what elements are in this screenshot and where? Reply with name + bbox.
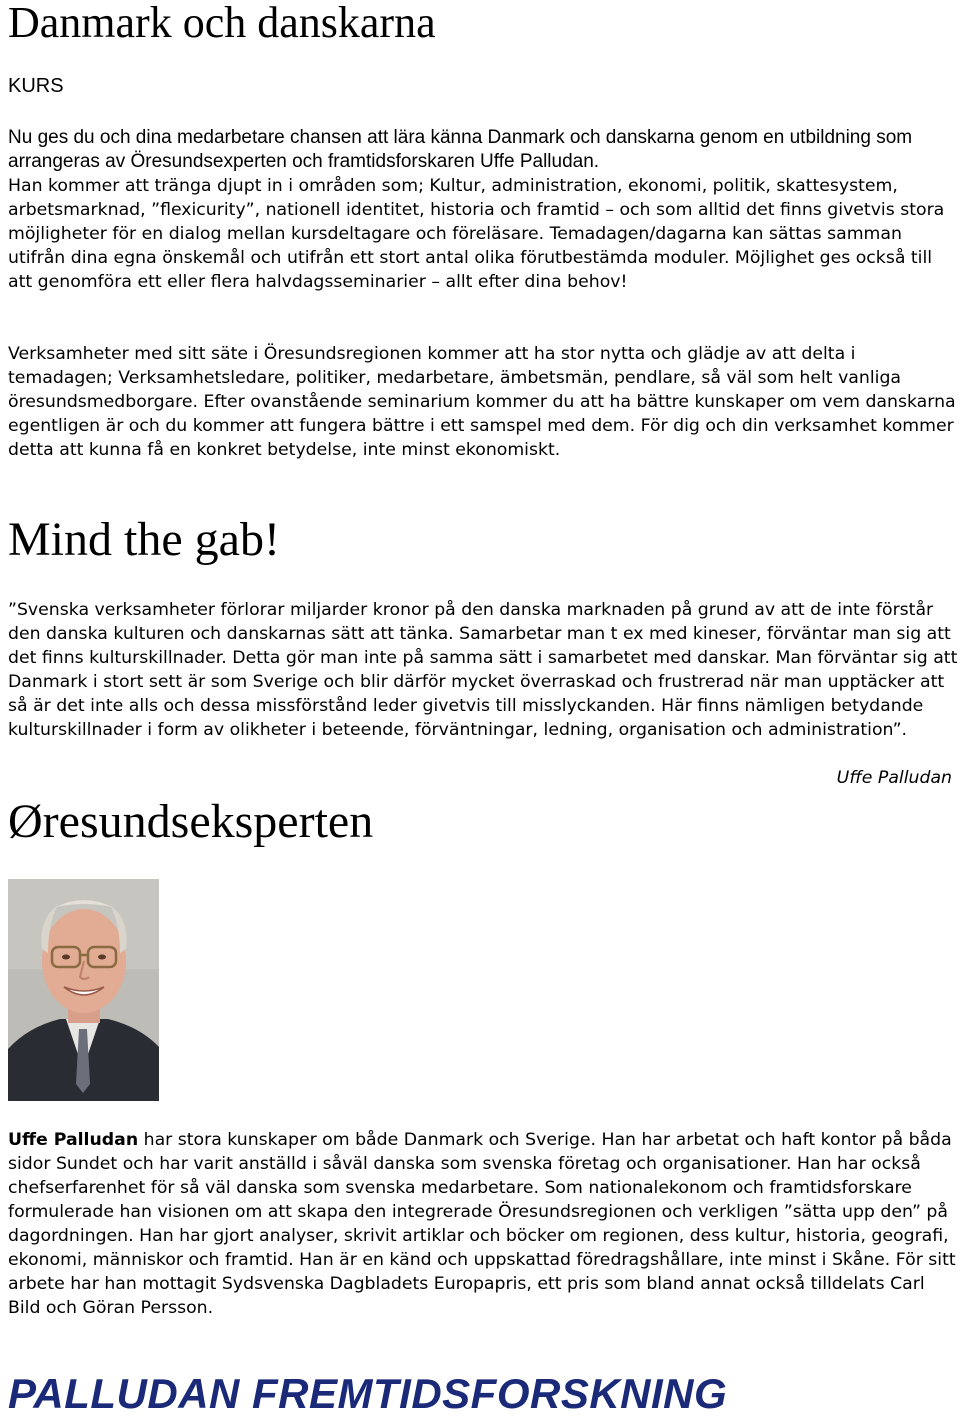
bio-paragraph (8, 1128, 956, 1320)
portrait-photo (8, 879, 159, 1101)
bio-name: Uffe Palludan (8, 1130, 139, 1150)
mind-the-gap-heading: Mind the gab! (8, 513, 280, 566)
audience-paragraph: Verksamheter med sitt säte i Öresundsregionen kommer att ha stor nytta och glädje av att delta i temadagen; Verksamhetsledare, politiker, medarbetare, ämbetsmän, pendlare, så väl som helt vanliga öresundsmedborgare. Efter ovanstående seminarium kommer du att ha bättre kunskaper om vem danskarna egentligen är och du kommer att fungera bättre i ett samspel med dem. För dig och din verksamhet kommer detta att kunna få en konkret betydelse, inte minst ekonomiskt. (8, 344, 956, 460)
expert-heading: Øresundseksperten (8, 795, 374, 848)
intro-lead: Nu ges du och dina medarbetare chansen att lära känna Danmark och danskarna genom en utbildning som arrangeras av Öresundsexperten och framtidsforskaren Uffe Palludan. (8, 127, 913, 172)
intro-body: Han kommer att tränga djupt in i områden som; Kultur, administration, ekonomi, politik, skattesystem, arbetsmarknad, ”flexicurity”, nationell identitet, historia och framtid – och som alltid det finns givetvis stora möjligheter för en dialog mellan kursdeltagare och föreläsare. Temadagen/dagarna kan sättas samman utifrån dina egna önskemål och utifrån ett stort antal olika förutbestämda moduler. Möjlighet ges också till att genomföra ett eller flera halvdagsseminarier – allt efter dina behov! (8, 176, 945, 292)
quote-paragraph: ”Svenska verksamheter förlorar miljarder kronor på den danska marknaden på grund av att de inte förstår den danska kulturen och danskarnas sätt att tänka. Samarbetar man t ex med kineser, förväntar man sig att det finns kulturskillnader. Detta gör man inte på samma sätt i samarbetet med danskar. Man förväntar sig att Danmark i stort sett är som Sverige och blir därför mycket överraskad och frustrerad när man upptäcker att så är det inte alls och dessa missförstånd leder givetvis till misslyckanden. Här finns nämligen betydande kulturskillnader i form av olikheter i beteende, förväntningar, ledning, organisation och administration”. (8, 600, 958, 740)
page-title: Danmark och danskarna (8, 0, 436, 47)
bio-text: har stora kunskaper om både Danmark och Sverige. Han har arbetat och haft kontor på båda sidor Sundet och har varit anställd i såväl danska som svenska företag och organisationer. Han har också chefserfarenhet för så väl danska som svenska medarbetare. Som nationalekonom och framtidsforskare formulerade han visionen om att skapa den integrerade Öresundsregionen och verkligen ”sätta upp den” på dagordningen. Han har gjort analyser, skrivit artiklar och böcker om regionen, dess kultur, historia, geografi, ekonomi, människor och framtid. Han är en känd och uppskattad föredragshållare, inte minst i Skåne. För sitt arbete har han mottagit Sydsvenska Dagbladets Europapris, ett pris som bland annat också tilldelats Carl Bild och Göran Persson. (8, 1130, 956, 1318)
category-label: KURS (8, 75, 64, 97)
footer-brand: PALLUDAN FREMTIDSFORSKNING (8, 1370, 728, 1417)
portrait-illustration (8, 879, 159, 1101)
quote-signature: Uffe Palludan (836, 768, 952, 788)
